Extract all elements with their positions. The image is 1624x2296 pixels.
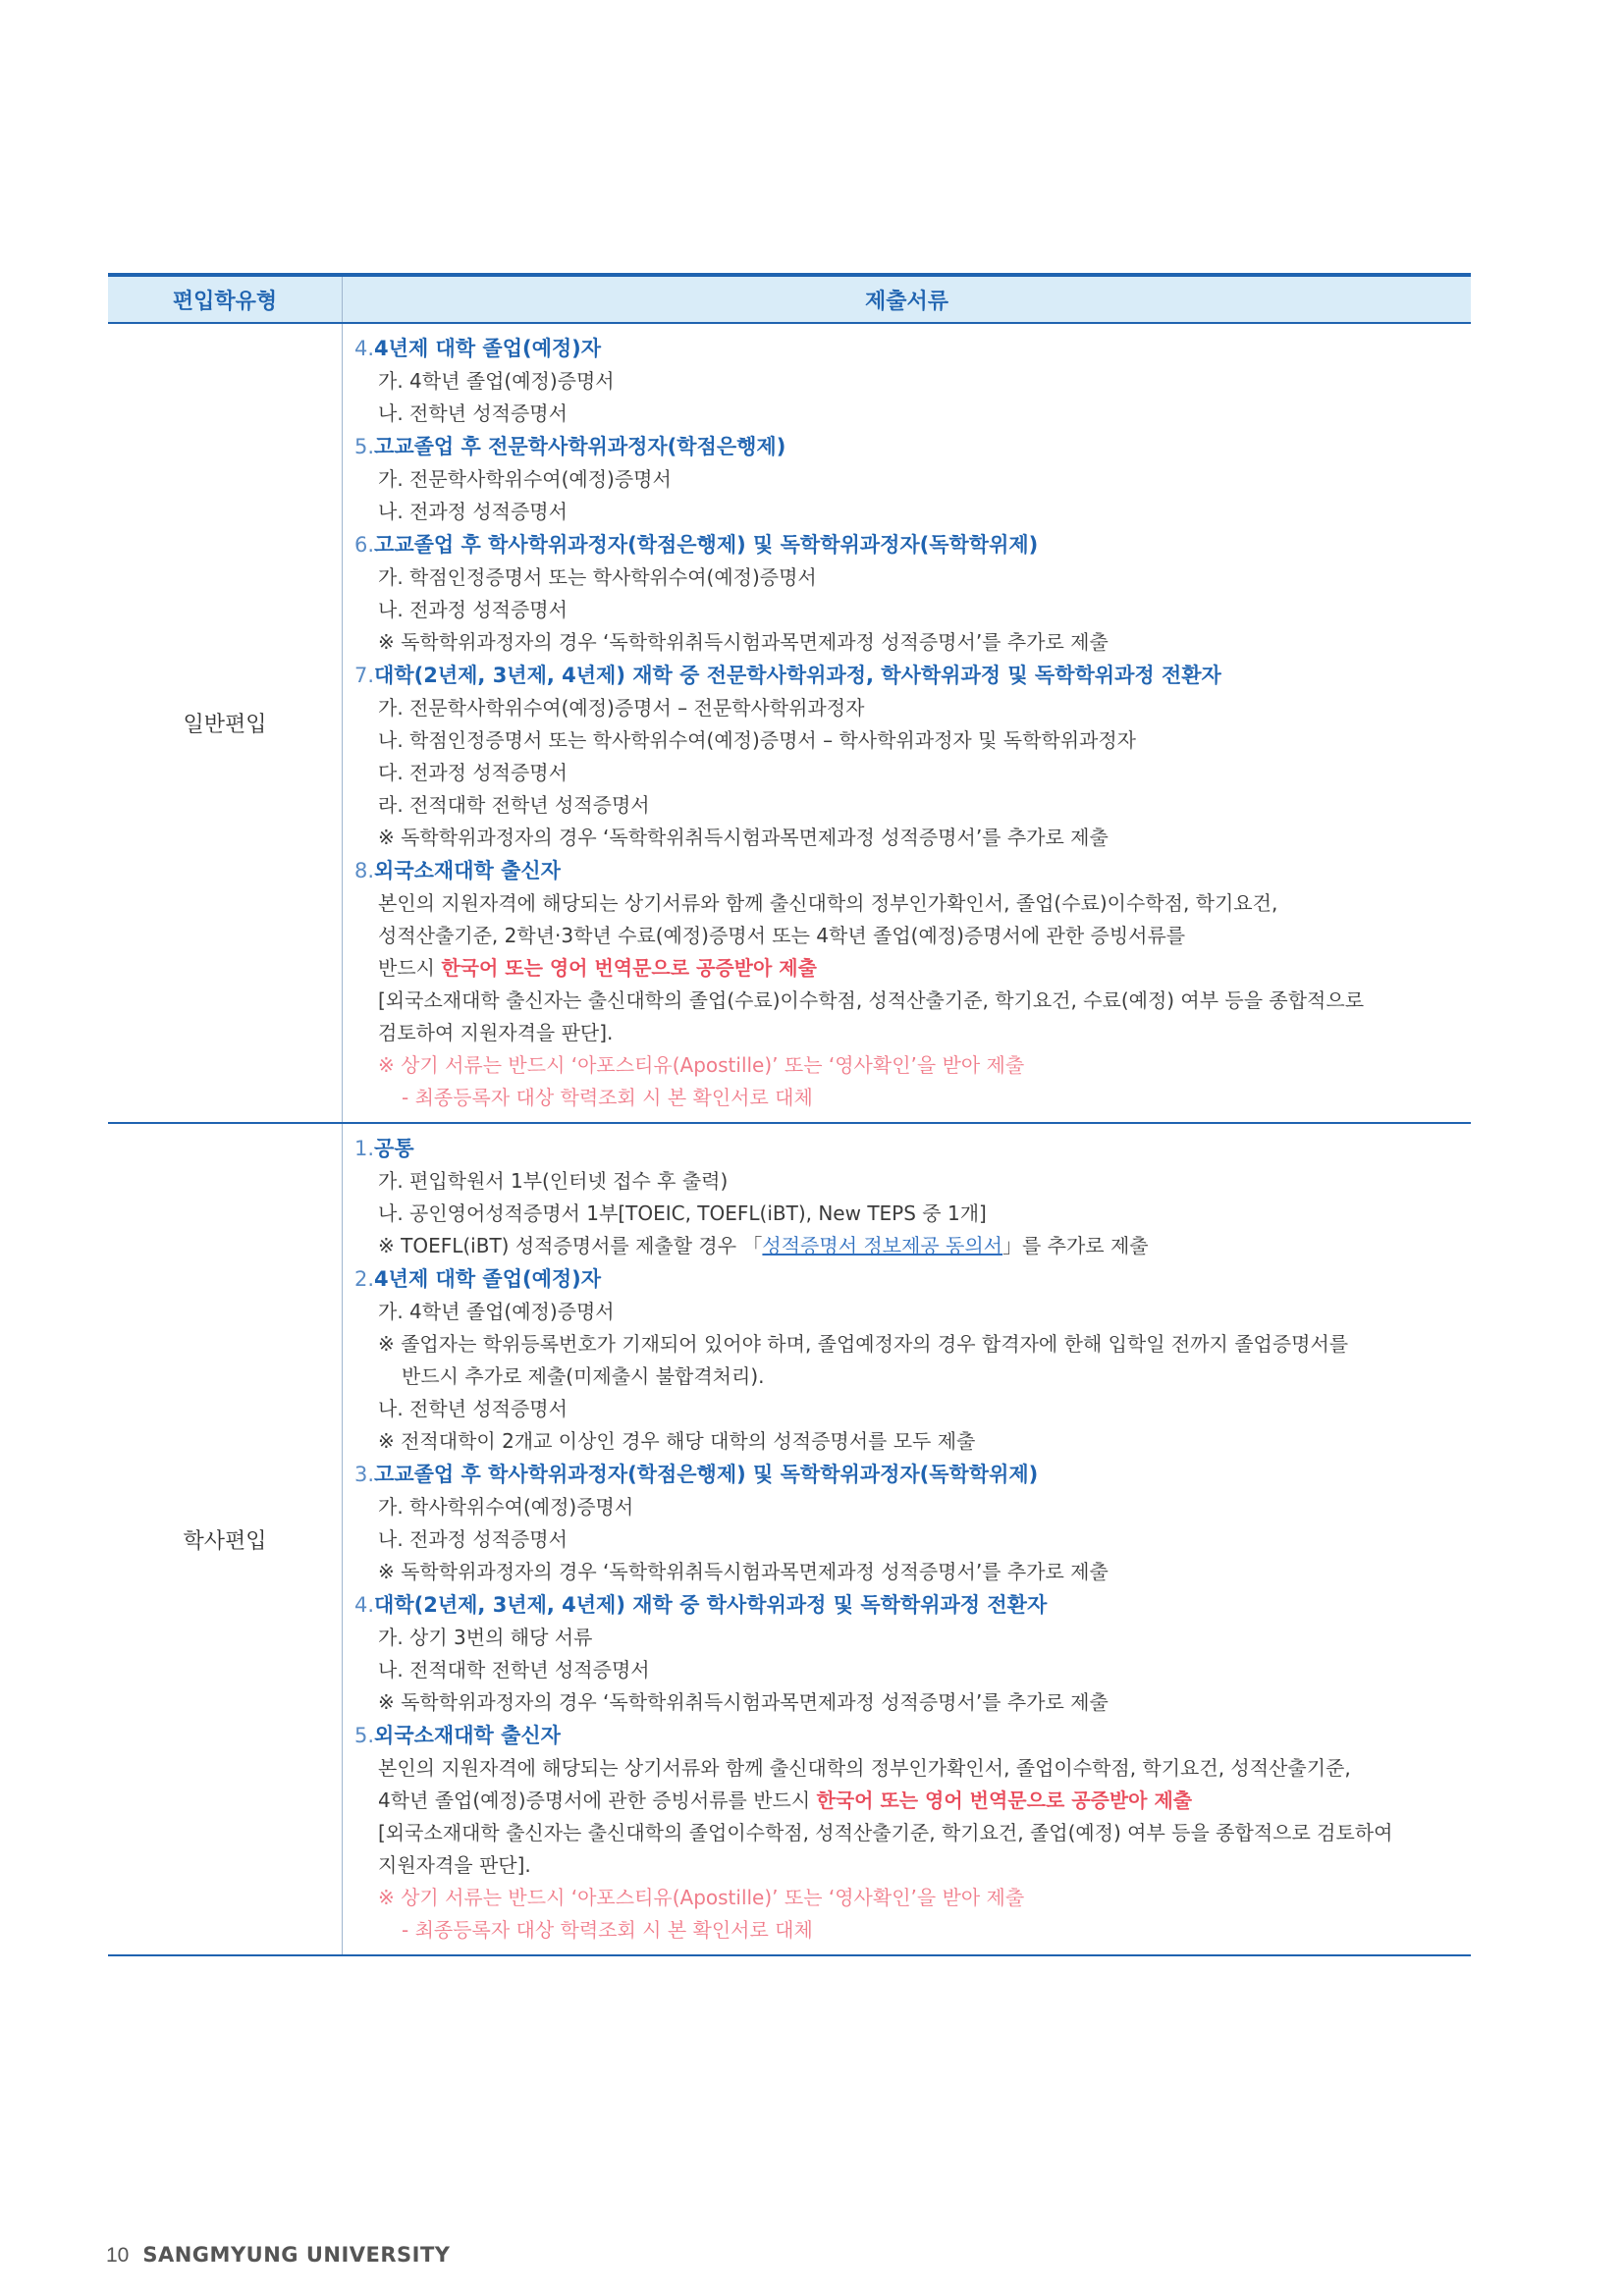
paragraph-line bbox=[343, 952, 1471, 985]
paragraph-text: 4학년 졸업(예정)증명서에 관한 증빙서류를 반드시 bbox=[378, 1789, 817, 1812]
apostille-subnote: - 최종등록자 대상 학력조회 시 본 확인서로 대체 bbox=[402, 1086, 813, 1109]
section-title-text: 대학(2년제, 3년제, 4년제) 재학 중 학사학위과정 및 독학학위과정 전환자 bbox=[374, 1593, 1048, 1617]
document-item: 나. 전과정 성적증명서 bbox=[378, 598, 568, 621]
document-item: 나. 전과정 성적증명서 bbox=[378, 1527, 568, 1551]
bachelor-section-1 bbox=[343, 1132, 1471, 1262]
document-item: 나. 전학년 성적증명서 bbox=[378, 1397, 568, 1420]
section-number: 8. bbox=[354, 859, 375, 882]
section-number: 2. bbox=[354, 1267, 375, 1291]
apostille-note: ※ 상기 서류는 반드시 ‘아포스티유(Apostille)’ 또는 ‘영사확인’을 받아 제출 bbox=[378, 1886, 1025, 1909]
paragraph-line: 본인의 지원자격에 해당되는 상기서류와 함께 출신대학의 정부인가확인서, 졸업(수료)이수학점, 학기요건, bbox=[378, 891, 1278, 915]
page-footer bbox=[106, 2240, 451, 2269]
bachelor-section-5 bbox=[343, 1719, 1471, 1947]
document-item: 가. 학사학위수여(예정)증명서 bbox=[378, 1495, 634, 1519]
document-note bbox=[343, 1230, 1471, 1262]
section-number: 4. bbox=[354, 1593, 375, 1617]
section-title-text: 4년제 대학 졸업(예정)자 bbox=[374, 1267, 602, 1291]
section-title-text: 공통 bbox=[374, 1137, 414, 1160]
section-title-text: 4년제 대학 졸업(예정)자 bbox=[374, 337, 602, 360]
section-title-text: 대학(2년제, 3년제, 4년제) 재학 중 전문학사학위과정, 학사학위과정 및 독학학위과정 전환자 bbox=[374, 664, 1221, 687]
section-title-text: 외국소재대학 출신자 bbox=[374, 1724, 561, 1747]
paragraph-line: 검토하여 지원자격을 판단]. bbox=[378, 1021, 614, 1044]
paragraph-line: 성적산출기준, 2학년·3학년 수료(예정)증명서 또는 4학년 졸업(예정)증명서에 관한 증빙서류를 bbox=[378, 924, 1186, 947]
document-item: 나. 전적대학 전학년 성적증명서 bbox=[378, 1658, 650, 1682]
section-title bbox=[343, 1719, 1471, 1752]
document-note: ※ 독학학위과정자의 경우 ‘독학학위취득시험과목면제과정 성적증명서’를 추가로 제출 bbox=[378, 1690, 1109, 1714]
notarization-highlight: 한국어 또는 영어 번역문으로 공증받아 제출 bbox=[441, 956, 817, 980]
document-item: 나. 공인영어성적증명서 1부[TOEIC, TOEFL(iBT), New TEPS 중 1개] bbox=[378, 1201, 987, 1225]
section-number: 1. bbox=[354, 1137, 375, 1160]
header-submission-documents: 제출서류 bbox=[343, 275, 1472, 323]
table-row-general-transfer bbox=[108, 323, 1471, 1123]
bachelor-section-4 bbox=[343, 1588, 1471, 1719]
general-section-7 bbox=[343, 659, 1471, 854]
bachelor-section-3 bbox=[343, 1458, 1471, 1588]
document-note: ※ 독학학위과정자의 경우 ‘독학학위취득시험과목면제과정 성적증명서’를 추가로 제출 bbox=[378, 630, 1109, 654]
section-title bbox=[343, 332, 1471, 365]
section-title bbox=[343, 1262, 1471, 1296]
document-item: 나. 전과정 성적증명서 bbox=[378, 500, 568, 523]
section-title bbox=[343, 659, 1471, 692]
bachelor-section-2 bbox=[343, 1262, 1471, 1458]
section-number: 7. bbox=[354, 664, 375, 687]
general-section-8 bbox=[343, 854, 1471, 1114]
transfer-type-general: 일반편입 bbox=[108, 323, 343, 1123]
section-title-text: 고교졸업 후 학사학위과정자(학점은행제) 및 독학학위과정자(독학학위제) bbox=[374, 533, 1039, 557]
general-docs-cell bbox=[343, 323, 1472, 1123]
page-number: 10 bbox=[106, 2244, 130, 2267]
document-item: 가. 4학년 졸업(예정)증명서 bbox=[378, 1300, 615, 1323]
note-text: 」를 추가로 제출 bbox=[1001, 1234, 1149, 1257]
table-row-bachelor-transfer bbox=[108, 1123, 1471, 1955]
document-note: ※ 졸업자는 학위등록번호가 기재되어 있어야 하며, 졸업예정자의 경우 합격자에 한해 입학일 전까지 졸업증명서를 bbox=[378, 1332, 1349, 1356]
section-title bbox=[343, 854, 1471, 887]
document-item: 나. 전학년 성적증명서 bbox=[378, 401, 568, 425]
section-title bbox=[343, 1458, 1471, 1491]
section-title bbox=[343, 1588, 1471, 1622]
apostille-subnote: - 최종등록자 대상 학력조회 시 본 확인서로 대체 bbox=[402, 1918, 813, 1942]
section-title bbox=[343, 1132, 1471, 1165]
document-item: 라. 전적대학 전학년 성적증명서 bbox=[378, 793, 650, 817]
document-item: 가. 4학년 졸업(예정)증명서 bbox=[378, 369, 615, 393]
document-note: ※ 전적대학이 2개교 이상인 경우 해당 대학의 성적증명서를 모두 제출 bbox=[378, 1429, 976, 1453]
general-section-4 bbox=[343, 332, 1471, 430]
bachelor-docs-cell bbox=[343, 1123, 1472, 1955]
section-number: 4. bbox=[354, 337, 375, 360]
header-transfer-type: 편입학유형 bbox=[108, 275, 343, 323]
document-item: 나. 학점인정증명서 또는 학사학위수여(예정)증명서 – 학사학위과정자 및 독학학위과정자 bbox=[378, 728, 1136, 752]
apostille-note: ※ 상기 서류는 반드시 ‘아포스티유(Apostille)’ 또는 ‘영사확인’을 받아 제출 bbox=[378, 1053, 1025, 1077]
general-section-5 bbox=[343, 430, 1471, 528]
section-number: 3. bbox=[354, 1463, 375, 1486]
section-number: 5. bbox=[354, 1724, 375, 1747]
paragraph-line: 지원자격을 판단]. bbox=[378, 1853, 531, 1877]
submission-documents-table bbox=[108, 273, 1471, 1956]
section-number: 6. bbox=[354, 533, 375, 557]
paragraph-line: 본인의 지원자격에 해당되는 상기서류와 함께 출신대학의 정부인가확인서, 졸업이수학점, 학기요건, 성적산출기준, bbox=[378, 1756, 1351, 1780]
section-title bbox=[343, 430, 1471, 463]
transfer-type-bachelor: 학사편입 bbox=[108, 1123, 343, 1955]
document-item: 가. 전문학사학위수여(예정)증명서 bbox=[378, 467, 672, 491]
section-title bbox=[343, 528, 1471, 561]
note-text: ※ TOEFL(iBT) 성적증명서를 제출할 경우 「 bbox=[378, 1234, 763, 1257]
document-item: 가. 전문학사학위수여(예정)증명서 – 전문학사학위과정자 bbox=[378, 696, 865, 720]
notarization-highlight: 한국어 또는 영어 번역문으로 공증받아 제출 bbox=[816, 1789, 1193, 1812]
document-item: 가. 학점인정증명서 또는 학사학위수여(예정)증명서 bbox=[378, 565, 817, 589]
document-note-continued: 반드시 추가로 제출(미제출시 불합격처리). bbox=[402, 1364, 765, 1388]
consent-form-link[interactable]: 성적증명서 정보제공 동의서 bbox=[762, 1234, 1002, 1257]
document-note: ※ 독학학위과정자의 경우 ‘독학학위취득시험과목면제과정 성적증명서’를 추가로 제출 bbox=[378, 1560, 1109, 1583]
section-title-text: 외국소재대학 출신자 bbox=[374, 859, 561, 882]
paragraph-text: 반드시 bbox=[378, 956, 442, 980]
paragraph-line: [외국소재대학 출신자는 출신대학의 졸업(수료)이수학점, 성적산출기준, 학기요건, 수료(예정) 여부 등을 종합적으로 bbox=[378, 988, 1365, 1012]
document-item: 가. 상기 3번의 해당 서류 bbox=[378, 1626, 593, 1649]
document-item: 다. 전과정 성적증명서 bbox=[378, 761, 568, 784]
section-number: 5. bbox=[354, 435, 375, 458]
university-name: SANGMYUNG UNIVERSITY bbox=[142, 2243, 451, 2267]
section-title-text: 고교졸업 후 전문학사학위과정자(학점은행제) bbox=[374, 435, 786, 458]
table-header-row bbox=[108, 275, 1471, 323]
document-item: 가. 편입학원서 1부(인터넷 접수 후 출력) bbox=[378, 1169, 729, 1193]
document-note: ※ 독학학위과정자의 경우 ‘독학학위취득시험과목면제과정 성적증명서’를 추가로 제출 bbox=[378, 826, 1109, 849]
paragraph-line: [외국소재대학 출신자는 출신대학의 졸업이수학점, 성적산출기준, 학기요건, 졸업(예정) 여부 등을 종합적으로 검토하여 bbox=[378, 1821, 1393, 1844]
general-section-6 bbox=[343, 528, 1471, 659]
section-title-text: 고교졸업 후 학사학위과정자(학점은행제) 및 독학학위과정자(독학학위제) bbox=[374, 1463, 1039, 1486]
paragraph-line bbox=[343, 1785, 1471, 1817]
